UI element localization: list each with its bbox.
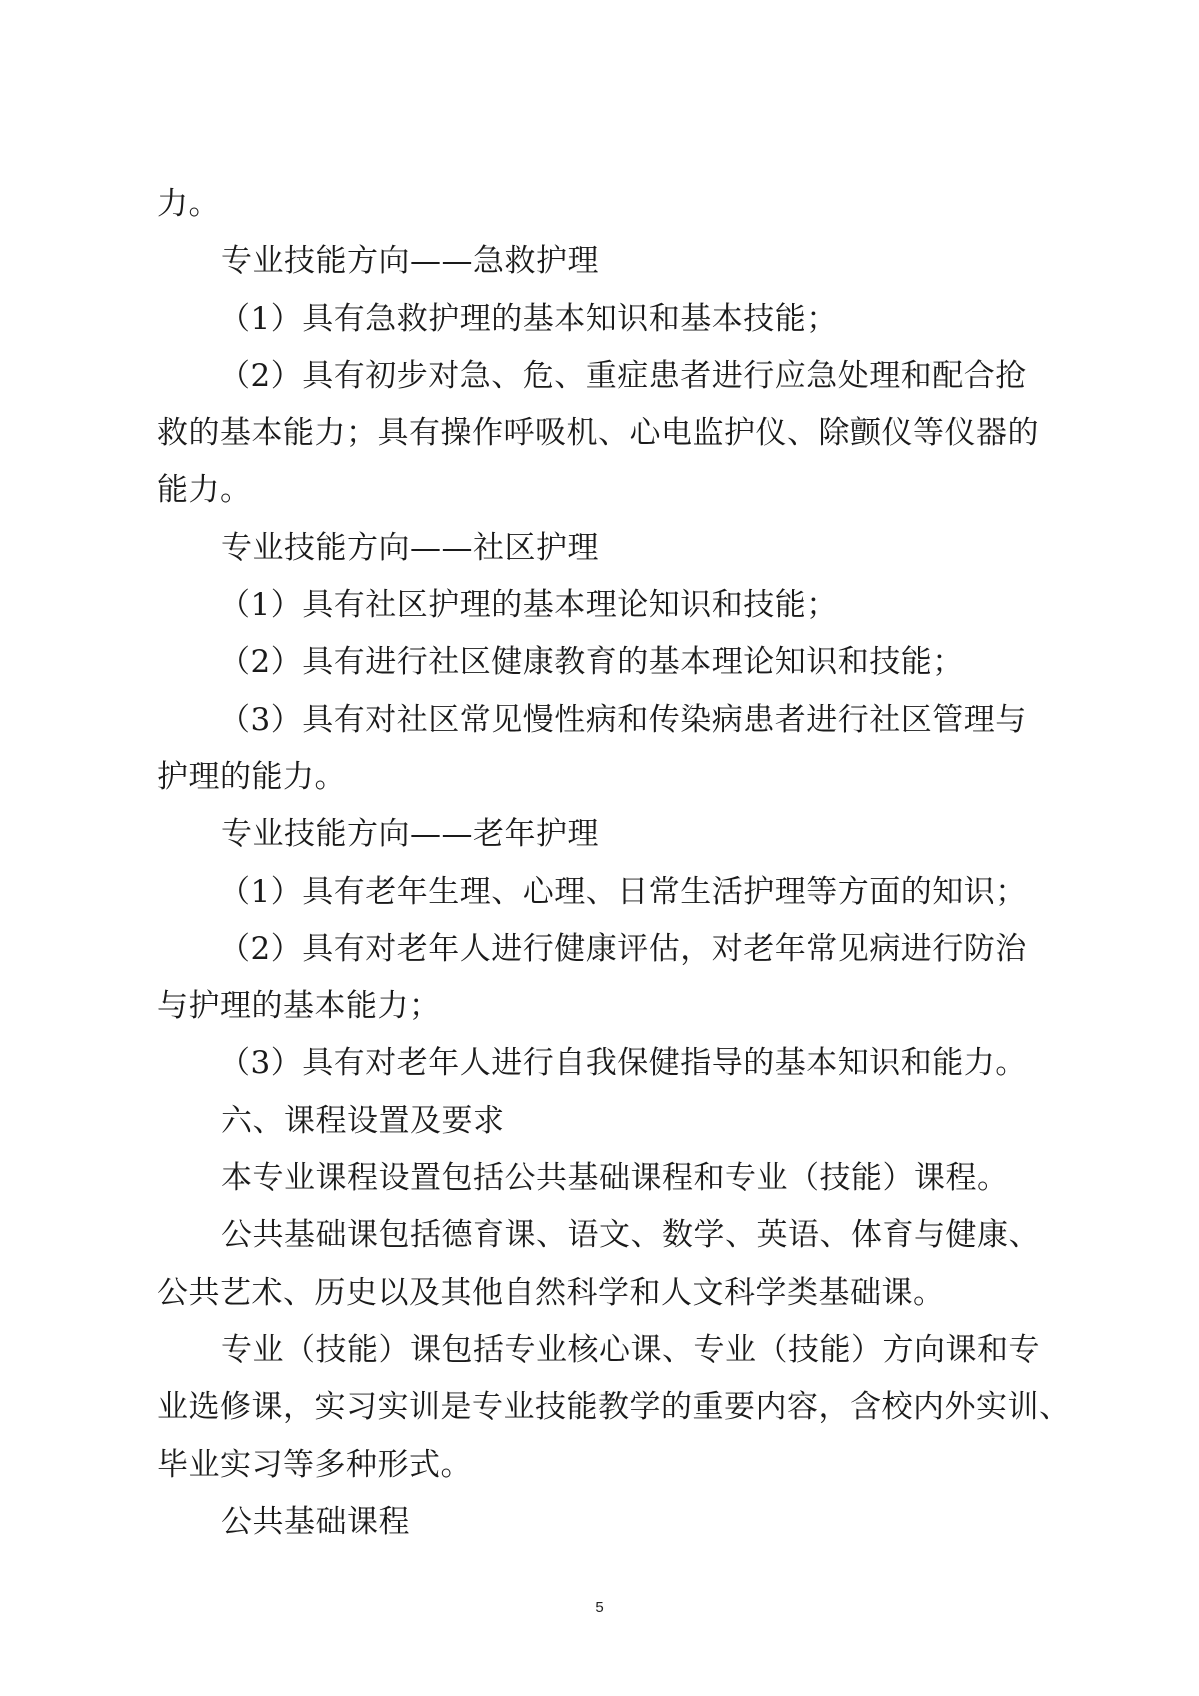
paragraph-line: 能力。 (157, 472, 252, 509)
paragraph-line: 本专业课程设置包括公共基础课程和专业（技能）课程。 (221, 1160, 1009, 1197)
paragraph-line: （2）具有对老年人进行健康评估，对老年常见病进行防治 (219, 930, 1027, 967)
section-heading-emergency-nursing: 专业技能方向——急救护理 (221, 243, 599, 280)
paragraph-line: 业选修课，实习实训是专业技能教学的重要内容，含校内外实训、 (157, 1389, 1071, 1426)
paragraph-line: 力。 (157, 186, 220, 222)
paragraph-line: （2）具有进行社区健康教育的基本理论知识和技能； (219, 644, 964, 681)
paragraph-line: 与护理的基本能力； (157, 988, 441, 1025)
paragraph-line: （3）具有对老年人进行自我保健指导的基本知识和能力。 (219, 1045, 1027, 1082)
paragraph-line: 护理的能力。 (157, 758, 346, 795)
paragraph-line: （3）具有对社区常见慢性病和传染病患者进行社区管理与 (219, 701, 1027, 738)
paragraph-line: 救的基本能力；具有操作呼吸机、心电监护仪、除颤仪等仪器的 (157, 415, 1039, 452)
body-text (157, 176, 1071, 1551)
paragraph-line: 专业（技能）课包括专业核心课、专业（技能）方向课和专 (221, 1331, 1040, 1368)
paragraph-line: （1）具有急救护理的基本知识和基本技能； (219, 300, 838, 337)
paragraph-line: 毕业实习等多种形式。 (157, 1446, 472, 1483)
paragraph-line: 公共艺术、历史以及其他自然科学和人文科学类基础课。 (157, 1274, 945, 1311)
paragraph-line: （1）具有社区护理的基本理论知识和技能； (219, 587, 838, 624)
section-heading-curriculum: 六、课程设置及要求 (221, 1102, 505, 1139)
section-heading-geriatric-nursing: 专业技能方向——老年护理 (221, 816, 599, 853)
page-number: 5 (595, 1599, 604, 1616)
paragraph-line: 公共基础课包括德育课、语文、数学、英语、体育与健康、 (221, 1217, 1040, 1254)
section-heading-public-basic-courses: 公共基础课程 (221, 1503, 410, 1540)
paragraph-line: （1）具有老年生理、心理、日常生活护理等方面的知识； (219, 873, 1027, 910)
paragraph-line: （2）具有初步对急、危、重症患者进行应急处理和配合抢 (219, 357, 1027, 394)
section-heading-community-nursing: 专业技能方向——社区护理 (221, 529, 599, 566)
